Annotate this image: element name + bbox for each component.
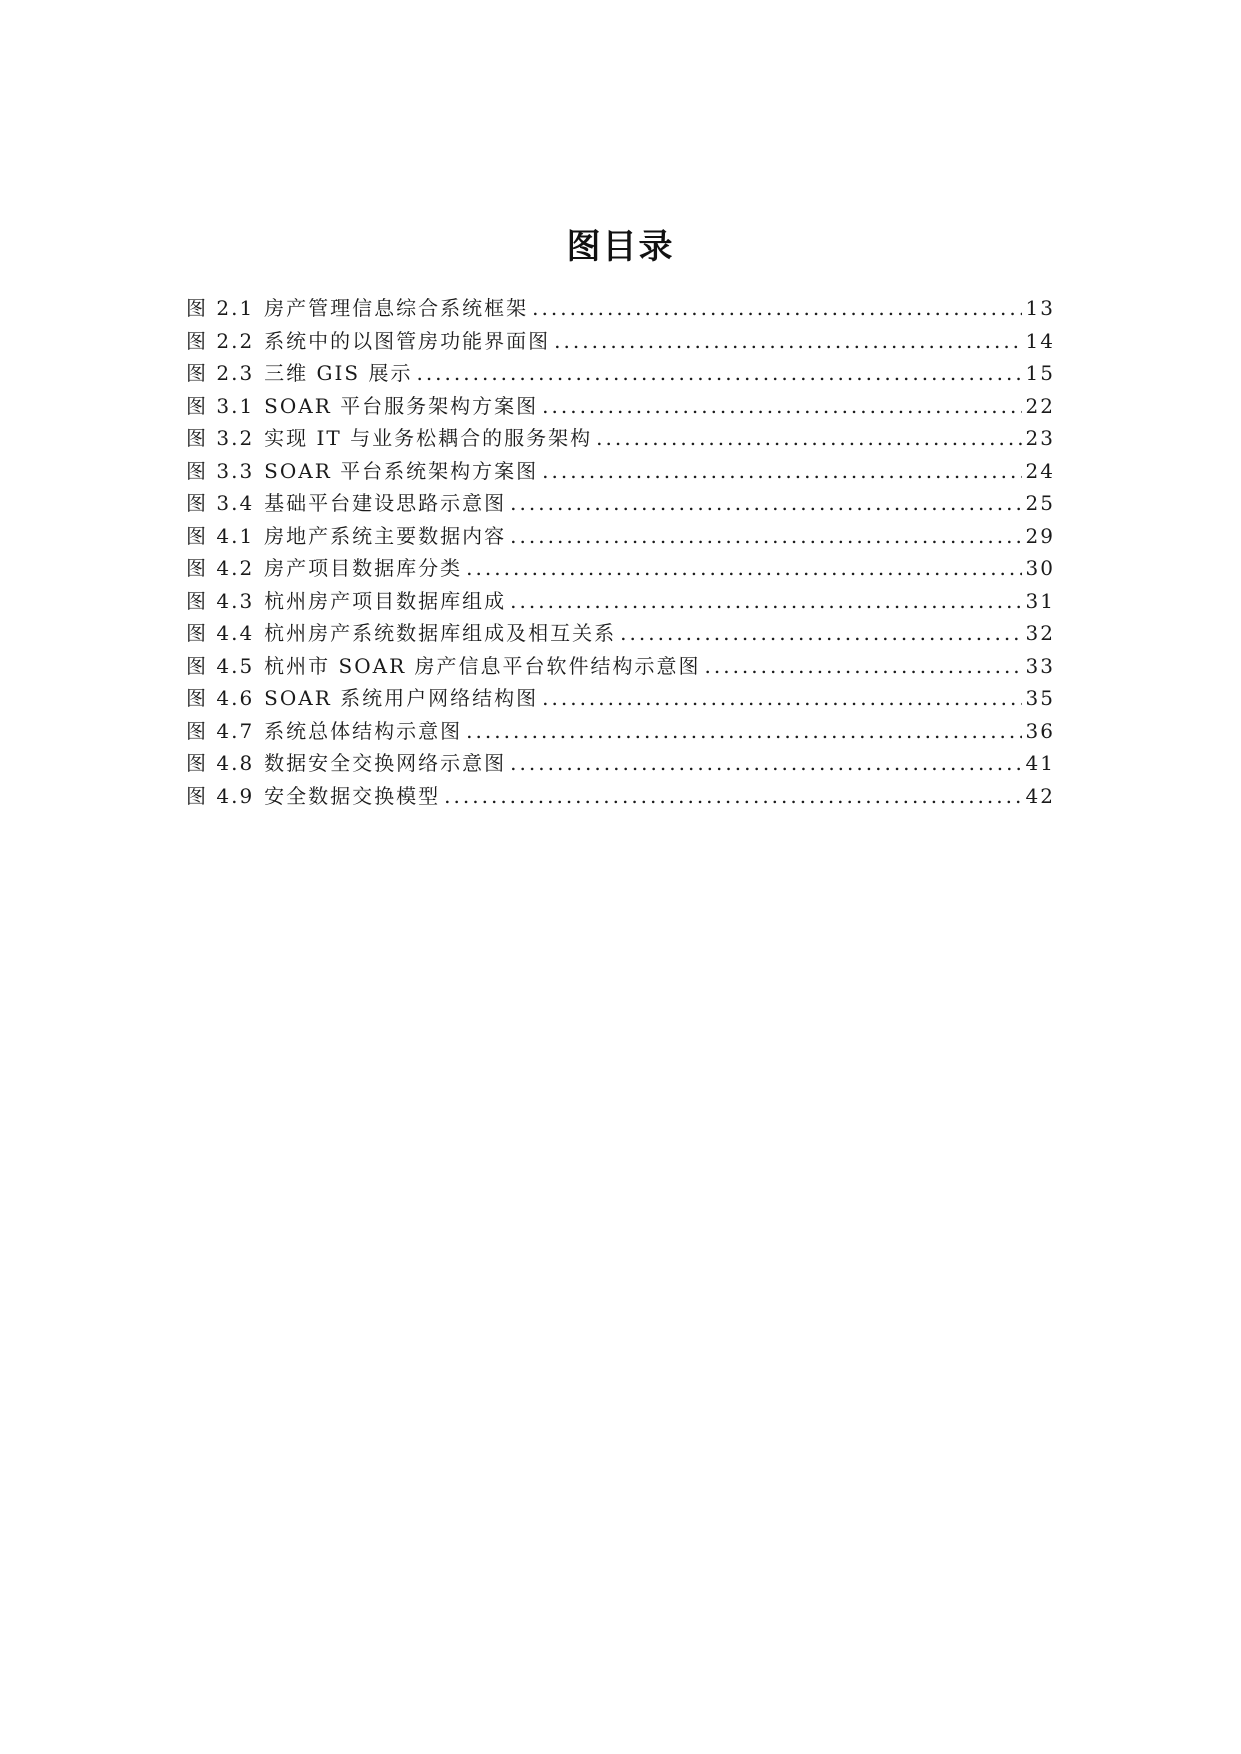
dot-leader xyxy=(510,585,1021,618)
figure-number: 图 3.3 xyxy=(186,458,255,483)
dot-leader xyxy=(466,552,1021,585)
toc-entry xyxy=(186,617,1055,650)
page-number: 42 xyxy=(1025,783,1055,808)
figure-number: 图 4.5 xyxy=(186,653,255,678)
figure-caption: 杭州房产项目数据库组成 xyxy=(264,588,507,613)
toc-entry xyxy=(186,390,1055,423)
figure-caption: SOAR 系统用户网络结构图 xyxy=(264,686,539,710)
toc-entry xyxy=(186,682,1055,715)
figure-caption: 杭州市 SOAR 房产信息平台软件结构示意图 xyxy=(264,653,701,678)
page-number: 36 xyxy=(1025,718,1055,743)
dot-leader xyxy=(705,650,1022,683)
dot-leader xyxy=(416,357,1021,390)
figure-number: 图 2.3 xyxy=(186,361,255,385)
figure-number: 图 3.2 xyxy=(186,426,255,450)
dot-leader xyxy=(466,715,1021,748)
figure-number: 图 4.1 xyxy=(186,523,255,548)
dot-leader xyxy=(444,780,1021,813)
figure-number: 图 3.1 xyxy=(186,393,255,418)
page-number: 32 xyxy=(1025,621,1055,645)
toc-entry xyxy=(186,650,1055,683)
page-number: 22 xyxy=(1025,393,1055,418)
dot-leader xyxy=(542,682,1021,715)
figure-number: 图 4.7 xyxy=(186,718,255,743)
page-number: 24 xyxy=(1025,458,1055,483)
toc-entry xyxy=(186,422,1055,455)
dot-leader xyxy=(620,617,1021,650)
dot-leader xyxy=(532,292,1021,325)
dot-leader xyxy=(510,747,1021,780)
toc-entry xyxy=(186,780,1055,813)
figure-caption: SOAR 平台系统架构方案图 xyxy=(264,458,539,483)
page-number: 15 xyxy=(1025,361,1055,385)
page-number: 29 xyxy=(1025,523,1055,548)
toc-entry xyxy=(186,747,1055,780)
figure-number: 图 2.2 xyxy=(186,328,255,353)
toc-entry xyxy=(186,455,1055,488)
page-number: 30 xyxy=(1025,556,1055,580)
page-number: 23 xyxy=(1025,426,1055,450)
figure-number: 图 3.4 xyxy=(186,491,255,515)
figure-number: 图 4.2 xyxy=(186,556,255,580)
figure-caption: 实现 IT 与业务松耦合的服务架构 xyxy=(264,426,593,450)
figure-number: 图 4.4 xyxy=(186,621,255,645)
dot-leader xyxy=(510,487,1021,520)
figure-number: 图 4.9 xyxy=(186,783,255,808)
dot-leader xyxy=(542,390,1021,423)
figure-caption: 系统总体结构示意图 xyxy=(264,718,463,743)
page-number: 13 xyxy=(1025,296,1055,320)
dot-leader xyxy=(542,455,1021,488)
page-number: 31 xyxy=(1025,588,1055,613)
figure-caption: 房产项目数据库分类 xyxy=(264,556,463,580)
figure-number: 图 2.1 xyxy=(186,296,255,320)
toc-entry xyxy=(186,552,1055,585)
figure-caption: 数据安全交换网络示意图 xyxy=(264,751,507,775)
dot-leader xyxy=(554,325,1021,358)
figure-number: 图 4.3 xyxy=(186,588,255,613)
figure-caption: 房地产系统主要数据内容 xyxy=(264,523,507,548)
figure-number: 图 4.6 xyxy=(186,686,255,710)
page-title: 图目录 xyxy=(566,227,675,267)
figure-caption: 三维 GIS 展示 xyxy=(264,361,413,385)
page-number: 35 xyxy=(1025,686,1055,710)
figure-caption: 基础平台建设思路示意图 xyxy=(264,491,507,515)
dot-leader xyxy=(596,422,1021,455)
figure-caption: 安全数据交换模型 xyxy=(264,783,441,808)
toc-entry xyxy=(186,715,1055,748)
toc-entry xyxy=(186,357,1055,390)
figure-list xyxy=(186,292,1055,812)
dot-leader xyxy=(510,520,1021,553)
toc-entry xyxy=(186,292,1055,325)
figure-number: 图 4.8 xyxy=(186,751,255,775)
page-number: 14 xyxy=(1025,328,1055,353)
toc-entry xyxy=(186,325,1055,358)
figure-caption: 房产管理信息综合系统框架 xyxy=(264,296,529,320)
toc-entry xyxy=(186,585,1055,618)
figure-caption: 杭州房产系统数据库组成及相互关系 xyxy=(264,621,617,645)
page-number: 25 xyxy=(1025,491,1055,515)
figure-caption: 系统中的以图管房功能界面图 xyxy=(264,328,551,353)
page-number: 33 xyxy=(1025,653,1055,678)
page-number: 41 xyxy=(1025,751,1055,775)
toc-entry xyxy=(186,487,1055,520)
figure-caption: SOAR 平台服务架构方案图 xyxy=(264,393,539,418)
toc-entry xyxy=(186,520,1055,553)
